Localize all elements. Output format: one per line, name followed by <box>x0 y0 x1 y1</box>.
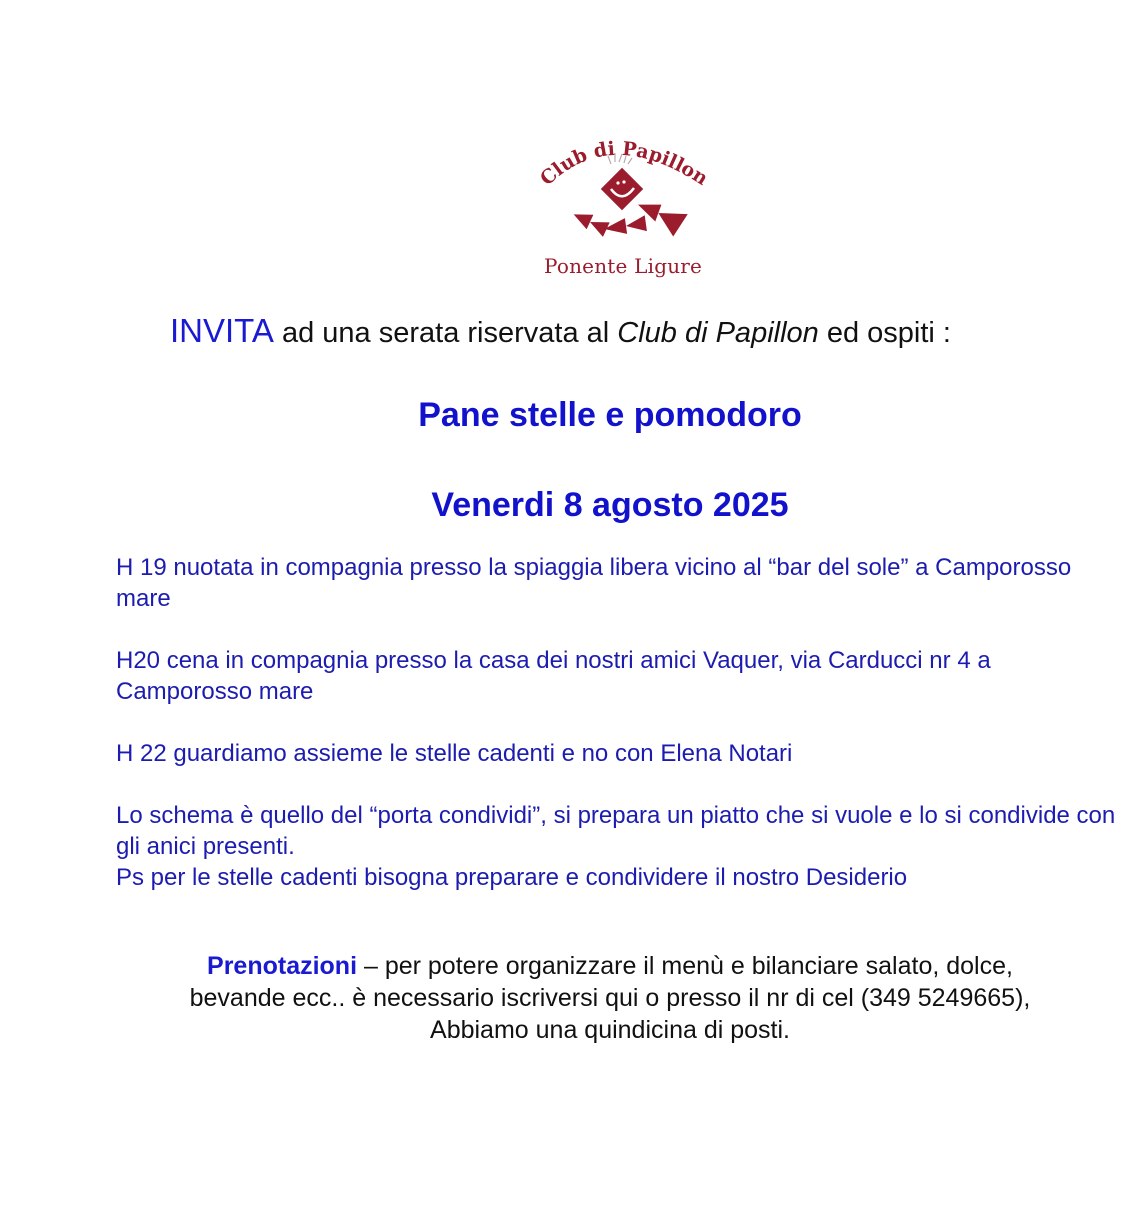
bookings-label: Prenotazioni <box>207 952 358 980</box>
bookings-line-3: Abbiamo una quindicina di posti. <box>430 1016 790 1044</box>
program-item-dinner: H20 cena in compagnia presso la casa dei nostri amici Vaquer, via Carducci nr 4 a Camporosso mare <box>116 647 991 705</box>
program-item-stars: H 22 guardiamo assieme le stelle cadenti e no con Elena Notari <box>116 740 793 767</box>
event-title: Pane stelle e pomodoro <box>418 396 802 434</box>
invite-line <box>0 312 1148 350</box>
bookings-line-2: bevande ecc.. è necessario iscriversi qui o presso il nr di cel (349 5249665), <box>189 984 1031 1012</box>
program-item-swim: H 19 nuotata in compagnia presso la spiaggia libera vicino al “bar del sole” a Camporosso mare <box>116 554 1072 612</box>
invite-text-after-club: ed ospiti : <box>818 317 951 349</box>
invite-club-name: Club di Papillon <box>617 317 819 349</box>
program-scheme-note: Lo schema è quello del “porta condividi”, si prepara un piatto che si vuole e lo si condivide con gli anici presenti. <box>116 802 1116 860</box>
bookings-section <box>0 950 1148 1046</box>
logo-subtitle: Ponente Ligure <box>544 254 703 278</box>
program-ps-note: Ps per le stelle cadenti bisogna preparare e condividere il nostro Desiderio <box>116 864 908 891</box>
bookings-line-1-text: – per potere organizzare il menù e bilanciare salato, dolce, <box>357 952 1013 980</box>
bowtie-mascot-icon <box>508 126 718 256</box>
event-date: Venerdi 8 agosto 2025 <box>431 486 789 524</box>
logo-arc-text: Club di Papillon <box>536 137 712 190</box>
invite-text-before-club: ad una serata riservata al <box>273 317 618 349</box>
invite-lead: INVITA <box>170 312 274 349</box>
bookings-line-1 <box>0 950 1148 982</box>
event-program <box>116 552 1116 893</box>
